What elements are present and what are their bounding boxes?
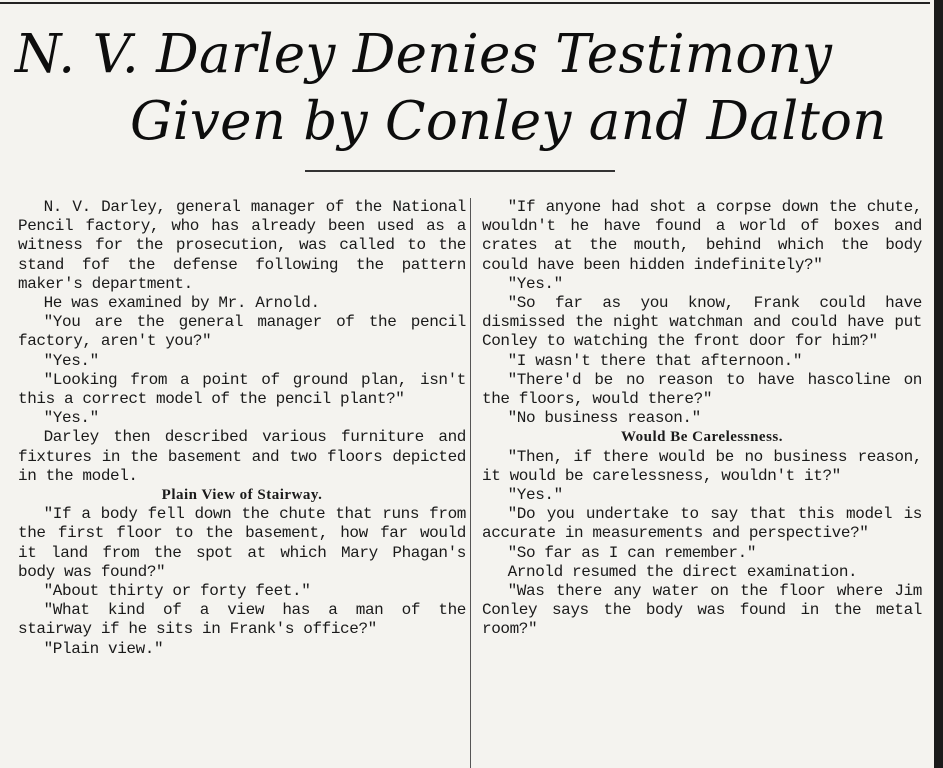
paragraph: "So far as I can remember.": [507, 543, 757, 562]
left-column: [18, 198, 466, 768]
paragraph: "Plain view.": [43, 639, 164, 658]
paragraph: He was examined by Mr. Arnold.: [43, 294, 320, 313]
paragraph: "Then, if there would be no business reason, it would be carelessness, wouldn't it?": [482, 447, 922, 485]
paragraph: "If a body fell down the chute that runs from the first floor to the basement, how far would it land from the spot at which Mary Phagan's body was found?": [18, 505, 466, 581]
paragraph: Arnold resumed the direct examination.: [507, 562, 858, 581]
paragraph: "Yes.": [43, 351, 99, 370]
paragraph: "What kind of a view has a man of the stairway if he sits in Frank's office?": [18, 601, 466, 639]
top-rule: [0, 2, 930, 4]
paragraph: "So far as you know, Frank could have dismissed the night watchman and could have put Conley to watching the front door for him?": [482, 294, 922, 351]
paragraph: "I wasn't there that afternoon.": [507, 351, 803, 370]
paragraph: "Yes.": [507, 274, 563, 293]
subheading: Plain View of Stairway.: [161, 487, 323, 504]
paragraph: "Looking from a point of ground plan, isn't this a correct model of the pencil plant?": [18, 370, 466, 409]
paragraph: N. V. Darley, general manager of the National Pencil factory, who has already been used as a witness for the prosecution, was called to the stand fof the defense following the pattern maker's department.: [18, 198, 466, 293]
column-divider: [470, 198, 471, 768]
paragraph: "Yes.": [507, 486, 563, 505]
paragraph: "You are the general manager of the pencil factory, aren't you?": [18, 313, 466, 351]
paragraph: "Yes.": [43, 409, 99, 428]
paragraph: "There'd be no reason to have hascoline on the floors, would there?": [482, 370, 922, 409]
paragraph: Darley then described various furniture and fixtures in the basement and two floors depicted in the model.: [18, 428, 466, 485]
paragraph: "Was there any water on the floor where Jim Conley says the body was found in the metal room?": [482, 582, 922, 639]
headline-line-1: N. V. Darley Denies Testimony: [15, 24, 833, 85]
paragraph: "Do you undertake to say that this model is accurate in measurements and perspective?": [482, 505, 922, 543]
headline-line-2: Given by Conley and Dalton: [130, 91, 887, 152]
paragraph: "About thirty or forty feet.": [43, 582, 311, 601]
subheading: Would Be Carelessness.: [621, 429, 783, 446]
paragraph: "No business reason.": [507, 409, 701, 428]
paragraph: "If anyone had shot a corpse down the chute, wouldn't he have found a world of boxes and crates at the mouth, behind which the body could have been hidden indefinitely?": [482, 198, 922, 274]
headline-rule: [305, 170, 615, 172]
right-column: [482, 198, 922, 768]
